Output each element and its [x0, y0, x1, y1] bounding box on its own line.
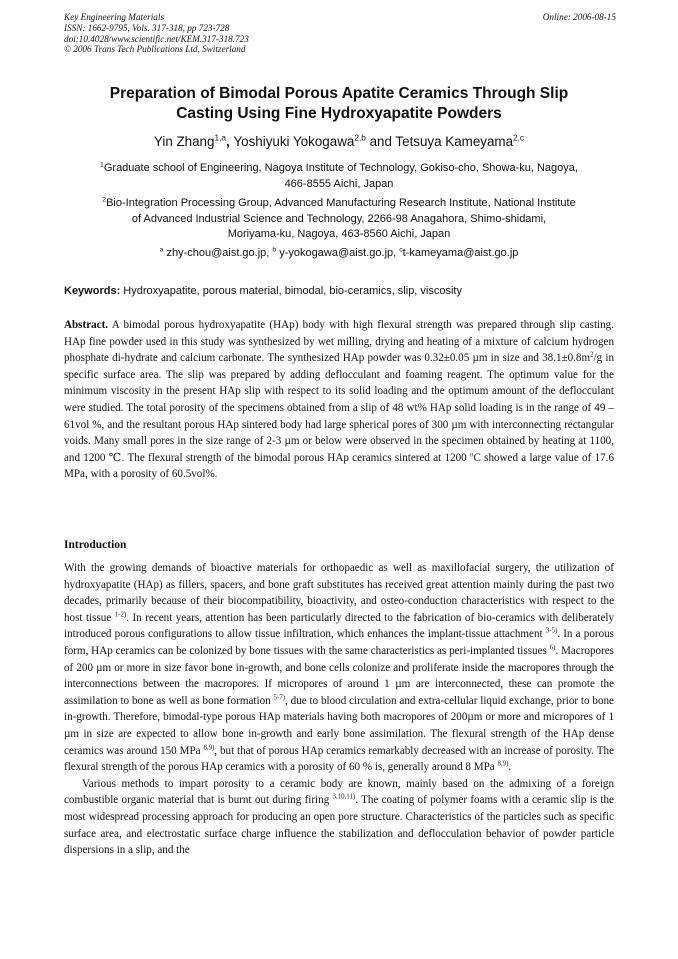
online-date: Online: 2006-08-15 [542, 12, 616, 22]
affil-mark: 1 [100, 161, 104, 169]
abstract-text: C showed a large value of 17.6 MPa, with a porosity of 60.5vol%. [64, 451, 614, 481]
citation: 3,10,11) [332, 793, 356, 801]
email-line [64, 246, 614, 262]
title-line-2: Casting Using Fine Hydroxyapatite Powders [176, 104, 502, 122]
email-address: zhy-chou@aist.go.jp, [163, 247, 273, 259]
doi-line: doi:10.4028/www.scientific.net/KEM.317-318.723 [64, 33, 249, 44]
author-affil-mark: 2,c [513, 132, 525, 143]
paragraph [64, 776, 614, 859]
author-separator: and [365, 134, 396, 149]
body-text: With the growing demands of bioactive materials for orthopaedic as well as maxillofacial surgery, the utilization of hydroxyapatite (HAp) as fillers, spacers, and bone graft substitutes has received great attention mainly during the past two decades, primarily because of their biocompatibility, bioactivity, and osteo-conduction characteristics with respect to the host tissue [64, 562, 614, 624]
affiliation-2 [64, 196, 614, 243]
author-name: Tetsuya Kameyama [395, 134, 514, 149]
body-text: , but that of porous HAp ceramics remarkably decreased with an increase of porosity. The flexural strength of the porous HAp ceramics with a porosity of 60 % is, generally around 8 MPa [64, 744, 614, 774]
keywords-text: Hydroxyapatite, porous material, bimodal, bio-ceramics, slip, viscosity [120, 285, 462, 297]
superscript: 2 [590, 351, 594, 359]
affil-line: Moriyama-ku, Nagoya, 463-8560 Aichi, Japan [227, 228, 451, 240]
author-list [64, 134, 614, 149]
email-mark: c [399, 246, 403, 254]
email-mark: b [272, 246, 277, 254]
affil-line: of Advanced Industrial Science and Technology, 2266-98 Anagahora, Shimo-shidami, [131, 212, 547, 225]
abstract-label: Abstract. [64, 319, 109, 331]
journal-name: Key Engineering Materials [64, 12, 165, 22]
journal-header [64, 12, 249, 55]
keywords-line [64, 285, 614, 297]
body-text: , due to blood circulation and extra-cellular liquid exchange, prior to bone in-growth. Therefore, bimodal-type porous HAp materials having both macropores of 200µm or more and micropores of 1 µm in size are expected to allow bone in-growth and early bone assimilation. The flexural strength of the HAp dense ceramics was around 150 MPa [64, 694, 614, 757]
body-text: . In recent years, attention has been particularly directed to the fabrication of bio-ceramics with deliberately introduced porous configurations to allow tissue infiltration, which enhances the implant-tissue attachment [64, 611, 614, 641]
affiliation-1 [64, 161, 614, 192]
affil-mark: 2 [102, 196, 107, 204]
email-address: t-kameyama@aist.go.jp [402, 247, 519, 259]
author-separator: , [226, 134, 234, 149]
body-text: Various methods to impart porosity to a ceramic body are known, mainly based on the admixing of a foreign combustible organic material that is burnt out during firing [64, 777, 614, 807]
body-text: . The coating of polymer foams with a ceramic slip is the most widespread processing approach for producing an open pore structure. Characteristics of the particles such as specific surface area, and electrostatic surface charge influence the stabilization and deflocculation behavior of powder particle dispersions in a slip, and the [64, 794, 614, 857]
paragraph [64, 560, 614, 776]
email-mark: a [159, 246, 164, 254]
affil-line: 466-8555 Aichi, Japan [284, 177, 394, 190]
email-address: y-yokogawa@aist.go.jp, [276, 247, 400, 259]
section-heading: Introduction [64, 539, 127, 551]
citation: 8,9) [203, 743, 215, 751]
abstract-text: /g in specific surface area. The slip was prepared by adding deflocculant and foaming reagent. The optimum value for the minimum viscosity in the present HAp slip with respect to its solid loading and the optimum amount of the deflocculant were studied. The total porosity of the specimens obtained from a slip of 48 wt% HAp solid loading is in the range of 49 – 61vol %, and the resultant porous HAp sintered body had large spherical pores of 300 µm with interconnecting rectangular voids. Many small pores in the size range of 2-3 µm or below were observed in the specimen obtained by heating at 1100, and 1200 ℃. The flexural strength of the bimodal porous HAp ceramics sintered at 1200 [64, 352, 614, 464]
issn-line: ISSN: 1662-9795, Vols. 317-318, pp 723-728 [64, 22, 230, 33]
paper-title [64, 84, 614, 123]
body-text: . [508, 761, 512, 774]
affil-line: Graduate school of Engineering, Nagoya Institute of Technology, Gokiso-cho, Showa-ku, Nagoya, [103, 162, 578, 174]
citation: 3-5) [545, 627, 558, 635]
abstract-section [64, 317, 614, 483]
keywords-label: Keywords: [64, 285, 121, 297]
body-text: . In a porous form, HAp ceramics can be colonized by bone tissues with the same characteristics as peri-implanted tissues [64, 628, 614, 657]
copyright-line: © 2006 Trans Tech Publications Ltd, Switzerland [64, 44, 246, 55]
body-text: . Macropores of 200 µm or more in size favor bone in-growth, and bone cells colonize and proliferate inside the macropores through the interconnections between the macropores. If micropores of around 1 µm are interconnected, these can promote the assimilation to bone as well as bone formation [64, 644, 614, 707]
citation: 5-7) [273, 694, 286, 702]
author-affil-mark: 2,b [354, 132, 366, 143]
citation: 1-2) [114, 611, 127, 619]
affil-line: Bio-Integration Processing Group, Advanced Manufacturing Research Institute, National Institute [106, 197, 576, 209]
title-line-1: Preparation of Bimodal Porous Apatite Ceramics Through Slip [109, 85, 569, 102]
abstract-text: A bimodal porous hydroxyapatite (HAp) body with high flexural strength was prepared through slip casting. HAp fine powder used in this study was synthesized by wet milling, drying and heating of a mixture of calcium hydrogen phosphate di-hydrate and calcium carbonate. The synthesized HAp powder was 0.32±0.05 µm in size and 38.1±0.8m [64, 319, 614, 365]
author-name: Yin Zhang [153, 134, 215, 149]
introduction-section [64, 560, 614, 859]
author-name: Yoshiyuki Yokogawa [233, 134, 355, 149]
citation: 8,9) [497, 760, 509, 768]
author-affil-mark: 1,a [214, 132, 226, 143]
citation: 6) [549, 644, 556, 652]
superscript: o [470, 451, 474, 459]
